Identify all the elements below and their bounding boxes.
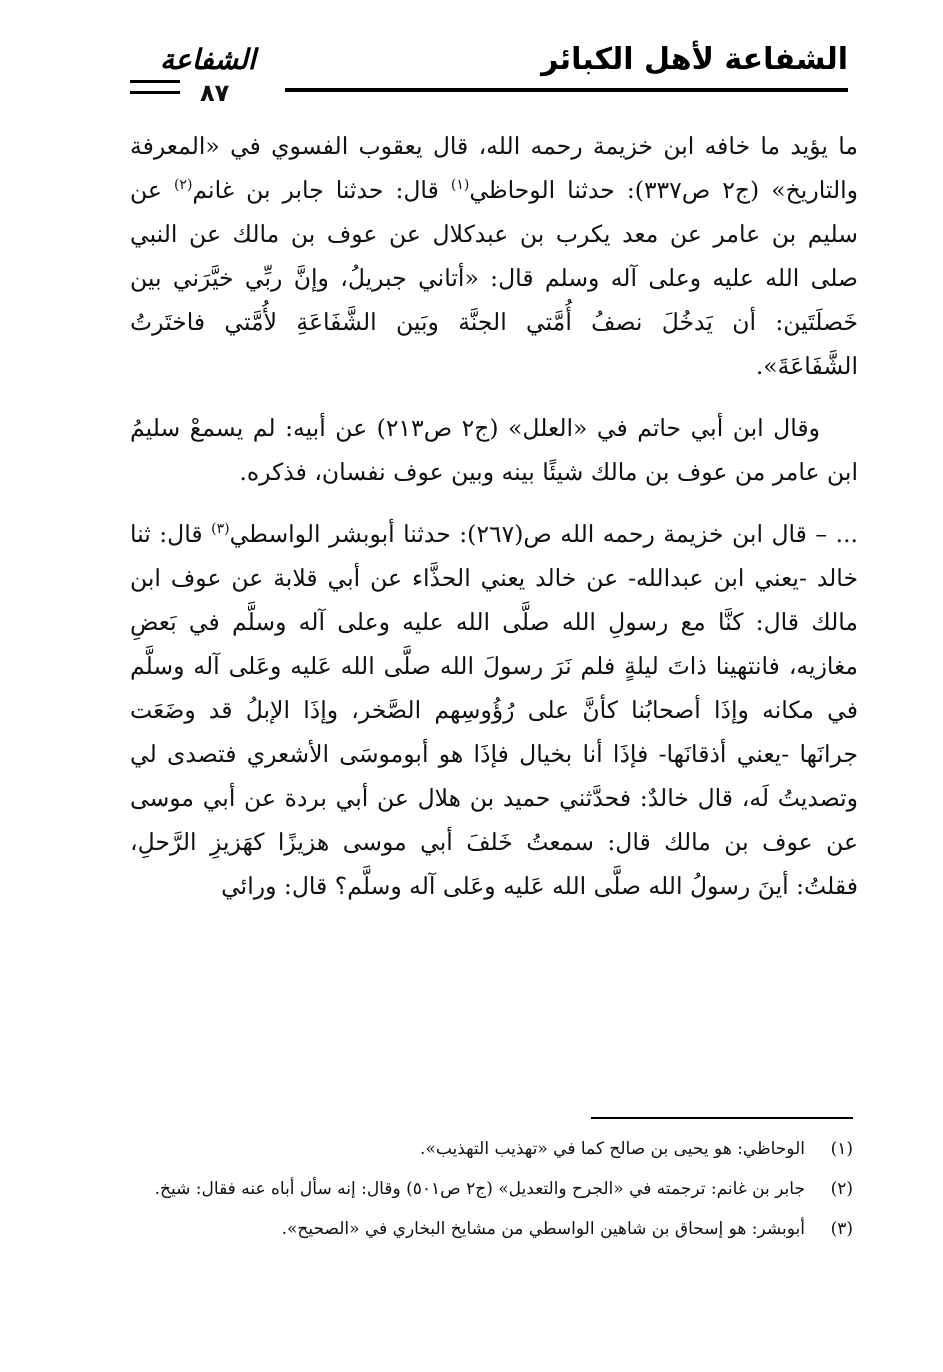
footnote-number: (٣) (830, 1219, 853, 1239)
footnotes (130, 1132, 853, 1252)
book-logo: الشفاعة (160, 43, 256, 76)
footnote-ref-3: (٣) (211, 521, 230, 538)
footnote-text: جابر بن غانم: ترجمته في «الجرح والتعديل» (ج٢ ص٥٠١) وقال: إنه سأل أباه عنه فقال: شيخ. (154, 1179, 805, 1199)
footnote-number: (٢) (830, 1179, 853, 1199)
footnote-ref-1: (١) (450, 177, 470, 194)
footnote-3 (130, 1212, 853, 1246)
paragraph-text: ... – قال ابن خزيمة رحمه الله ص(٢٦٧): حدثنا أبوبشر الواسطي (229, 520, 859, 548)
footnote-text: الوحاظي: هو يحيى بن صالح كما في «تهذيب التهذيب». (420, 1139, 805, 1159)
paragraph-text: قال: حدثنا جابر بن غانم (192, 176, 451, 204)
paragraph-text: قال: ثنا خالد -يعني ابن عبدالله- عن خالد يعني الحذَّاء عن أبي قلابة عن عوف ابن مالك قال: كنَّا مع رسولِ الله صلَّى الله عليه وعلى آله وسلَّم في بَعضِ مغازيه، فانتهينا ذاتَ ليلةٍ فلم نَرَ رسولَ الله صلَّى الله عَليه وعَلى آله وسلَّم في مكانه وإذَا أصحابُنا كأنَّ على رُؤُوسِهم الصَّخر، وإذَا الإبلُ قد وضَعَت جرانَها -يعني أذقانَها- فإذَا أنا بخيال فإذَا هو أبوموسَى الأشعري فتصدى لي وتصديتُ لَه، قال خالدٌ: فحدَّثني حميد بن هلال عن أبي بردة عن أبي موسى عن عوف بن مالك قال: سمعتُ خَلفَ أبي موسى هزيزًا كهَزيزِ الرَّحلِ، فقلتُ: أينَ رسولُ الله صلَّى الله عَليه وعَلى آله وسلَّم؟ قال: ورائي (130, 520, 858, 900)
page-number: ٨٧ (200, 79, 230, 107)
header-rule-left-top (130, 80, 180, 83)
paragraph-text: عن سليم بن عامر عن معد يكرب بن عبدكلال عن عوف بن مالك عن النبي صلى الله عليه وعلى آله وسلم قال: «أتاني جبريلُ، وإنَّ ربِّي خيَّرَني بين خَصلَتَين: أن يَدخُلَ نصفُ أُمَّتي الجنَّة وبَين الشَّفَاعَةِ لأُمَّتي فاختَرتُ الشَّفَاعَةَ». (130, 176, 858, 380)
footnote-separator (591, 1117, 853, 1119)
main-text (130, 124, 858, 908)
header-rule (285, 88, 848, 92)
footnote-text: أبوبشر: هو إسحاق بن شاهين الواسطي من مشايخ البخاري في «الصحيح». (281, 1219, 805, 1239)
running-title: الشفاعة لأهل الكبائر (541, 42, 848, 77)
footnote-number: (١) (830, 1139, 853, 1159)
paragraph-2: وقال ابن أبي حاتم في «العلل» (ج٢ ص٢١٣) عن أبيه: لم يسمعْ سليمُ ابن عامر من عوف بن مالك شيئًا بينه وبين عوف نفسان، فذكره. (130, 414, 858, 486)
paragraph-text: ما يؤيد ما خافه ابن خزيمة رحمه الله، قال يعقوب الفسوي في «المعرفة والتاريخ» (ج٢ ص٣٣٧): حدثنا الوحاظي (130, 132, 858, 204)
paragraph-1 (130, 124, 858, 388)
paragraph-3 (130, 512, 858, 908)
footnote-ref-2: (٢) (173, 177, 193, 194)
header-rule-left-bottom (130, 91, 180, 94)
footnote-1 (130, 1132, 853, 1166)
footnote-2 (130, 1172, 853, 1206)
